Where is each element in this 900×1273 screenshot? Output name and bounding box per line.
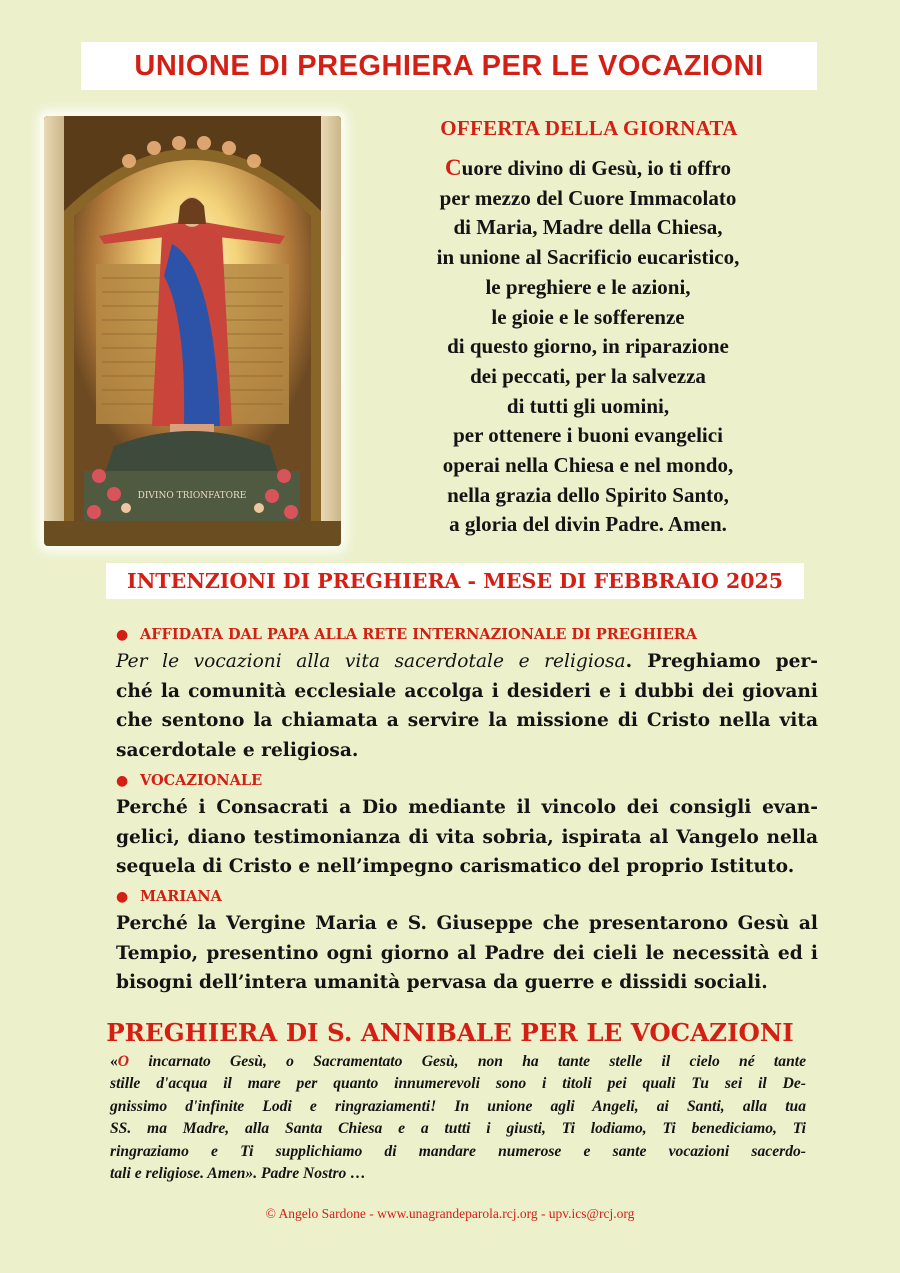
- offering-line-text: uore divino di Gesù, io ti offro: [461, 156, 731, 180]
- intention-line: Perché la Vergine Maria e S. Giuseppe che presentarono Gesù al: [116, 913, 818, 934]
- prayer-line: SS. ma Madre, alla Santa Chiesa e a tutti i giusti, Ti lodiamo, Ti benediciamo, Ti: [110, 1120, 806, 1138]
- prayer-line: stille d'acqua il mare per quanto innumerevoli sono i titoli pei quali Tu sei il De-: [110, 1075, 806, 1093]
- page-title: UNIONE DI PREGHIERA PER LE VOCAZIONI: [81, 42, 817, 90]
- intention-item-pope: [116, 626, 818, 765]
- intention-label: [116, 888, 818, 905]
- intention-label: [116, 772, 818, 789]
- intention-label-text: MARIANA: [140, 888, 222, 905]
- annibale-prayer: [110, 1051, 806, 1185]
- offering-line: per ottenere i buoni evangelici: [453, 423, 723, 448]
- intention-item-marian: [116, 888, 818, 998]
- offering-heading: OFFERTA DELLA GIORNATA: [440, 116, 738, 140]
- intention-line: ché la comunità ecclesiale accolga i desideri e i dubbi dei giovani: [116, 680, 818, 702]
- plaque-text: DIVINO TRIONFATORE: [137, 491, 247, 501]
- offering-line: le gioie e le sofferenze: [491, 304, 685, 329]
- sacred-heart-image: [44, 116, 341, 546]
- prayer-line-text: incarnato Gesù, o Sacramentato Gesù, non ha tante stelle il cielo né tante: [129, 1053, 806, 1070]
- intentions-heading: INTENZIONI DI PREGHIERA - MESE DI FEBBRAIO 2025: [106, 563, 804, 599]
- intention-line: [116, 647, 818, 677]
- intention-line: sacerdotale e religiosa.: [116, 739, 359, 761]
- bullet-icon: ●: [116, 773, 129, 789]
- intention-line: che sentono la chiamata a servire la missione di Cristo nella vita: [116, 710, 818, 732]
- offering-line: in unione al Sacrificio eucaristico,: [436, 245, 740, 270]
- offering-line: dei peccati, per la salvezza: [470, 363, 706, 388]
- offering-line: per mezzo del Cuore Immacolato: [439, 185, 737, 210]
- annibale-heading: PREGHIERA DI S. ANNIBALE PER LE VOCAZIONI: [106, 1018, 794, 1047]
- intention-italic: Per le vocazioni alla vita sacerdotale e religiosa: [116, 651, 626, 672]
- intention-label-text: AFFIDATA DAL PAPA ALLA RETE INTERNAZIONALE DI PREGHIERA: [140, 626, 698, 643]
- intention-item-vocational: [116, 772, 818, 882]
- footer-credits: © Angelo Sardone - www.unagrandeparola.rcj.org - upv.ics@rcj.org: [265, 1206, 635, 1221]
- intention-line: Perché i Consacrati a Dio mediante il vincolo dei consigli evan-: [116, 797, 818, 818]
- offering-line: le preghiere e le azioni,: [485, 274, 691, 299]
- intention-text: [116, 909, 818, 998]
- offering-line: nella grazia dello Spirito Santo,: [447, 482, 729, 507]
- offering-line: a gloria del divin Padre. Amen.: [449, 512, 727, 537]
- prayer-line: ringraziamo e Ti supplichiamo di mandare numerose e sante vocazioni sacerdo-: [110, 1142, 806, 1160]
- prayer-line: gnissimo d'infinite Lodi e ringraziamenti! In unione agli Angeli, ai Santi, alla tua: [110, 1097, 806, 1115]
- bullet-icon: ●: [116, 627, 129, 643]
- intention-line: gelici, diano testimonianza di vita sobria, ispirata al Vangelo nella: [116, 826, 818, 848]
- intention-line: Tempio, presentino ogni giorno al Padre dei cieli le necessità ed i: [116, 942, 818, 964]
- prayer-initial: O: [117, 1053, 130, 1070]
- offering-line: di Maria, Madre della Chiesa,: [453, 215, 723, 240]
- sacred-heart-painting: [44, 116, 341, 546]
- prayer-line: [110, 1051, 806, 1073]
- prayer-line: tali e religiose. Amen». Padre Nostro …: [110, 1165, 366, 1183]
- intention-label-text: VOCAZIONALE: [140, 772, 263, 789]
- offering-line: di questo giorno, in riparazione: [447, 334, 729, 359]
- bullet-icon: ●: [116, 889, 129, 905]
- intention-label: [116, 626, 818, 643]
- intention-text: [116, 793, 818, 882]
- open-quote: «: [110, 1053, 118, 1070]
- offering-prayer: [356, 153, 820, 540]
- offering-line: [356, 153, 820, 184]
- offering-line: operai nella Chiesa e nel mondo,: [442, 453, 734, 478]
- intention-line: bisogni dell’intera umanità pervasa da guerre e dissidi sociali.: [116, 972, 768, 994]
- intention-text: [116, 647, 818, 765]
- offering-drop-cap: C: [445, 155, 462, 180]
- offering-line: di tutti gli uomini,: [506, 393, 670, 418]
- intention-line: sequela di Cristo e nell’impegno carismatico del proprio Istituto.: [116, 856, 795, 878]
- intention-line-text: . Preghiamo per-: [625, 651, 818, 672]
